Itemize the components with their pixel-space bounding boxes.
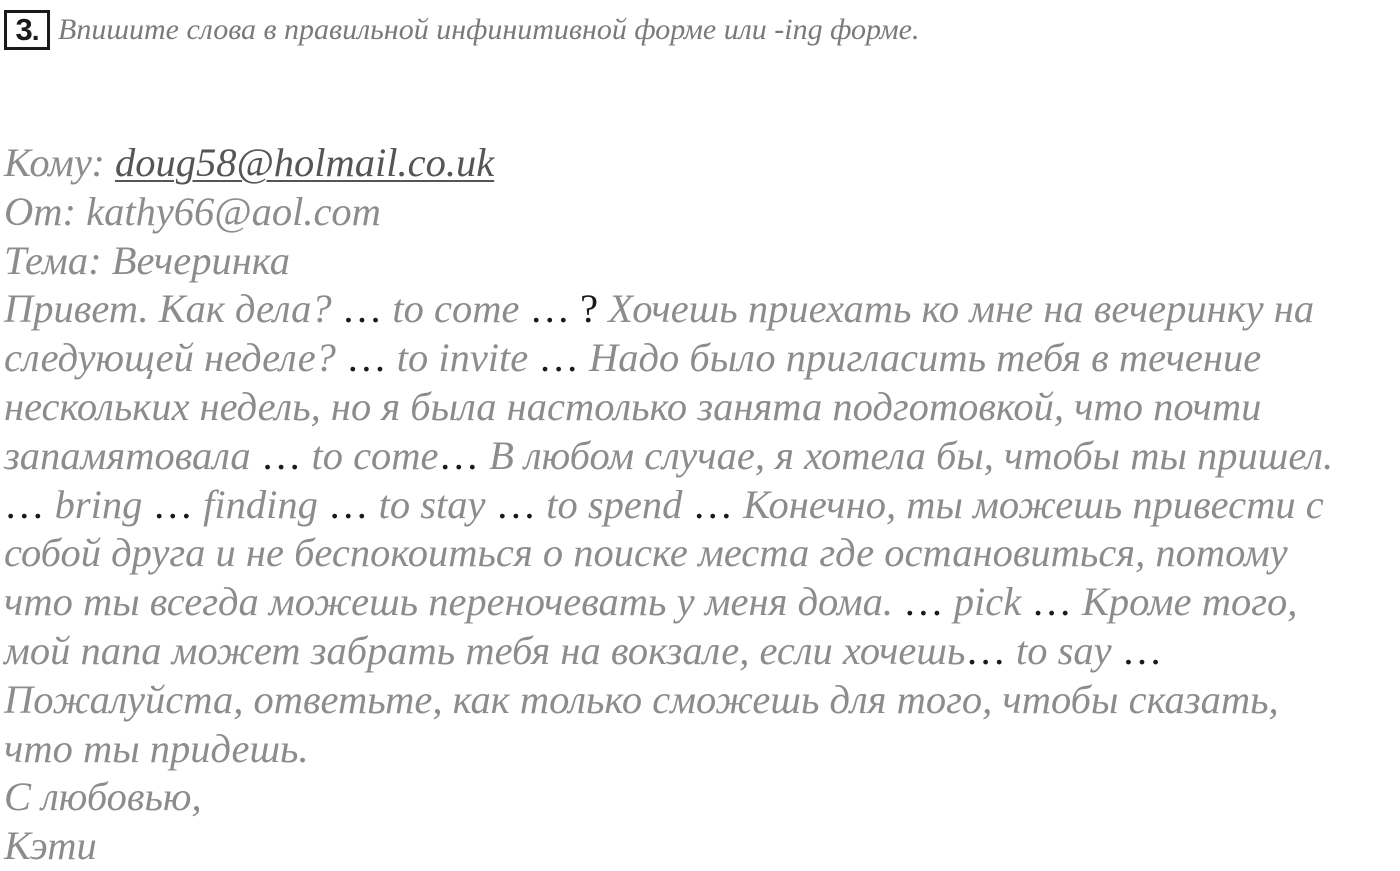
letter-text: запамятовала: [4, 432, 261, 478]
task-number-box: [4, 10, 50, 50]
task-header: [4, 8, 919, 52]
gap-marker: …: [538, 335, 579, 381]
email-letter: [4, 139, 1400, 871]
gap-marker: …: [346, 335, 387, 381]
letter-line-9: Пожалуйста, ответьте, как только сможешь для того, чтобы сказать,: [4, 676, 1279, 722]
answer-2: to invite: [396, 335, 529, 381]
letter-text: Конечно, ты можешь привести с: [743, 481, 1324, 527]
answer-5: finding: [203, 481, 318, 527]
letter-line-3: нескольких недель, но я была настолько занята подготовкой, что почти: [4, 383, 1262, 429]
gap-marker: …: [692, 481, 734, 527]
gap-marker: …: [438, 432, 480, 478]
letter-line-4: [4, 432, 1400, 481]
gap-marker: …: [965, 627, 1006, 673]
subject-line: Тема: Вечеринка: [4, 237, 290, 283]
letter-line-5: [4, 481, 1400, 530]
gap-marker: …: [903, 579, 944, 625]
letter-text: мой папа может забрать тебя на вокзале, если хочешь: [4, 627, 966, 673]
gap-marker: …: [529, 286, 571, 332]
letter-line-6: собой друга и не беспокоиться о поиске места где остановиться, потому: [4, 530, 1288, 576]
letter-text: Хочешь приехать ко мне на вечеринку на: [608, 286, 1315, 332]
from-line: От: kathy66@aol.com: [4, 188, 381, 234]
gap-marker: …: [341, 286, 383, 332]
gap-marker: …: [1121, 627, 1163, 673]
gap-marker: …: [152, 481, 194, 527]
answer-9: to say: [1016, 627, 1112, 673]
letter-line-1: [4, 285, 1400, 334]
closing-line: С любовью,: [4, 774, 202, 820]
letter-text: Привет. Как дела?: [4, 286, 342, 332]
task-instruction: Впишите слова в правильной инфинитивной форме или -ing форме.: [58, 13, 920, 46]
letter-line-2: [4, 334, 1400, 383]
task-number: 3: [15, 12, 32, 47]
letter-line-7: [4, 578, 1400, 627]
letter-text: Кроме того,: [1081, 579, 1298, 625]
gap-marker: …: [1031, 579, 1072, 625]
answer-4: bring: [54, 481, 143, 527]
answer-6: to stay: [378, 481, 486, 527]
answer-3: to come: [311, 432, 439, 478]
gap-marker: …: [260, 432, 302, 478]
signature-line: Кэти: [4, 823, 97, 869]
letter-text: следующей неделе?: [4, 335, 347, 381]
to-line: [4, 139, 1400, 188]
letter-text: Надо было пригласить тебя в течение: [589, 335, 1262, 381]
to-email-link[interactable]: doug58@holmail.co.uk: [114, 140, 495, 185]
answer-8: pick: [953, 579, 1022, 625]
task-number-dot: .: [31, 15, 39, 46]
question-mark: ?: [580, 286, 599, 332]
gap-marker: …: [495, 481, 537, 527]
letter-line-10: что ты придешь.: [4, 725, 309, 771]
letter-text: В любом случае, я хотела бы, чтобы ты пришел.: [479, 432, 1334, 478]
answer-7: to spend: [546, 481, 683, 527]
to-label: Кому:: [4, 140, 115, 185]
answer-1: to come: [392, 286, 520, 332]
gap-marker: …: [4, 481, 45, 527]
letter-line-8: [4, 627, 1400, 676]
gap-marker: …: [328, 481, 369, 527]
letter-text: что ты всегда можешь переночевать у меня дома.: [4, 579, 904, 625]
